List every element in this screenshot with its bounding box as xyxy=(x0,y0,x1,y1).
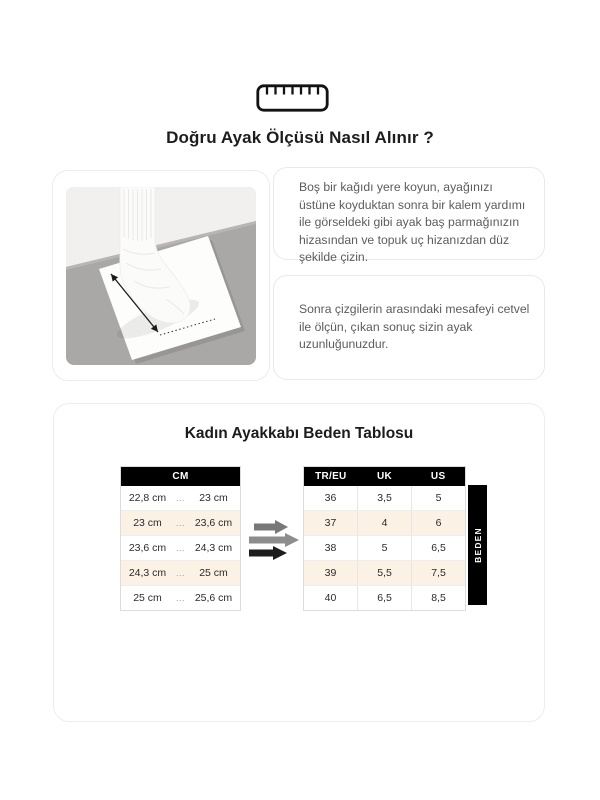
table-row xyxy=(121,560,240,585)
cell-to: 25 cm xyxy=(199,567,228,579)
beden-side-label xyxy=(468,485,487,605)
cell-to: 24,3 cm xyxy=(194,542,233,554)
cell-uk: 4 xyxy=(357,511,411,535)
table-row xyxy=(304,535,465,560)
cell-tr-eu: 36 xyxy=(324,492,337,504)
cell-uk: 5 xyxy=(357,536,411,560)
instruction-text-1: Boş bir kağıdı yere koyun, ayağınızı üstüne koyduktan sonra bir kalem yardımı ile görseldeki gibi ayak baş parmağınızın hizasından ve topuk uç hizanızdan düz şekilde çizin. xyxy=(299,180,526,265)
cell-dots: ... xyxy=(175,593,185,603)
page-title: Doğru Ayak Ölçüsü Nasıl Alınır ? xyxy=(166,128,434,147)
table-row xyxy=(121,486,240,510)
cell-uk: 5,5 xyxy=(357,561,411,585)
instruction-text-2: Sonra çizgilerin arasındaki mesafeyi cetvel ile ölçün, çıkan sonuç sizin ayak uzunluğunuzdur. xyxy=(299,302,530,352)
transfer-arrows-icon xyxy=(249,517,301,561)
cell-us: 8,5 xyxy=(411,586,465,610)
table-row xyxy=(121,535,240,560)
size-table-title: Kadın Ayakkabı Beden Tablosu xyxy=(184,425,414,442)
cell-dots: ... xyxy=(175,493,185,503)
header-us: US xyxy=(430,471,446,482)
cell-tr-eu: 37 xyxy=(324,517,337,529)
eu-uk-us-table xyxy=(303,466,466,611)
table-row xyxy=(121,510,240,535)
cell-dots: ... xyxy=(175,518,185,528)
cell-tr-eu: 39 xyxy=(324,567,337,579)
table-row xyxy=(121,585,240,610)
cell-tr-eu: 38 xyxy=(324,542,337,554)
cell-to: 23 cm xyxy=(199,492,228,504)
cell-from: 24,3 cm xyxy=(128,567,167,579)
cell-uk: 6,5 xyxy=(357,586,411,610)
cell-us: 5 xyxy=(411,486,465,510)
header-tr-eu: TR/EU xyxy=(315,471,347,482)
table-row xyxy=(304,560,465,585)
cm-table xyxy=(120,466,241,611)
size-table-card xyxy=(53,403,545,722)
cell-dots: ... xyxy=(175,543,185,553)
cm-table-header: CM xyxy=(121,467,240,486)
ruler-icon xyxy=(256,84,329,112)
instruction-box-1 xyxy=(273,167,545,265)
table-row xyxy=(304,486,465,510)
cell-from: 25 cm xyxy=(133,592,162,604)
cell-us: 6 xyxy=(411,511,465,535)
cell-to: 23,6 cm xyxy=(194,517,233,529)
cell-us: 6,5 xyxy=(411,536,465,560)
beden-label-text: BEDEN xyxy=(472,527,483,563)
cell-to: 25,6 cm xyxy=(194,592,233,604)
table-row xyxy=(304,510,465,535)
cell-tr-eu: 40 xyxy=(324,592,337,604)
table-row xyxy=(304,585,465,610)
foot-measurement-photo xyxy=(66,187,256,365)
header-uk: UK xyxy=(376,471,393,482)
photo-card xyxy=(52,170,270,381)
instruction-box-2 xyxy=(273,275,545,380)
cell-uk: 3,5 xyxy=(357,486,411,510)
cell-from: 23,6 cm xyxy=(128,542,167,554)
cell-from: 23 cm xyxy=(133,517,162,529)
cell-us: 7,5 xyxy=(411,561,465,585)
cell-from: 22,8 cm xyxy=(128,492,167,504)
cell-dots: ... xyxy=(175,568,185,578)
eu-table-header xyxy=(304,467,465,486)
